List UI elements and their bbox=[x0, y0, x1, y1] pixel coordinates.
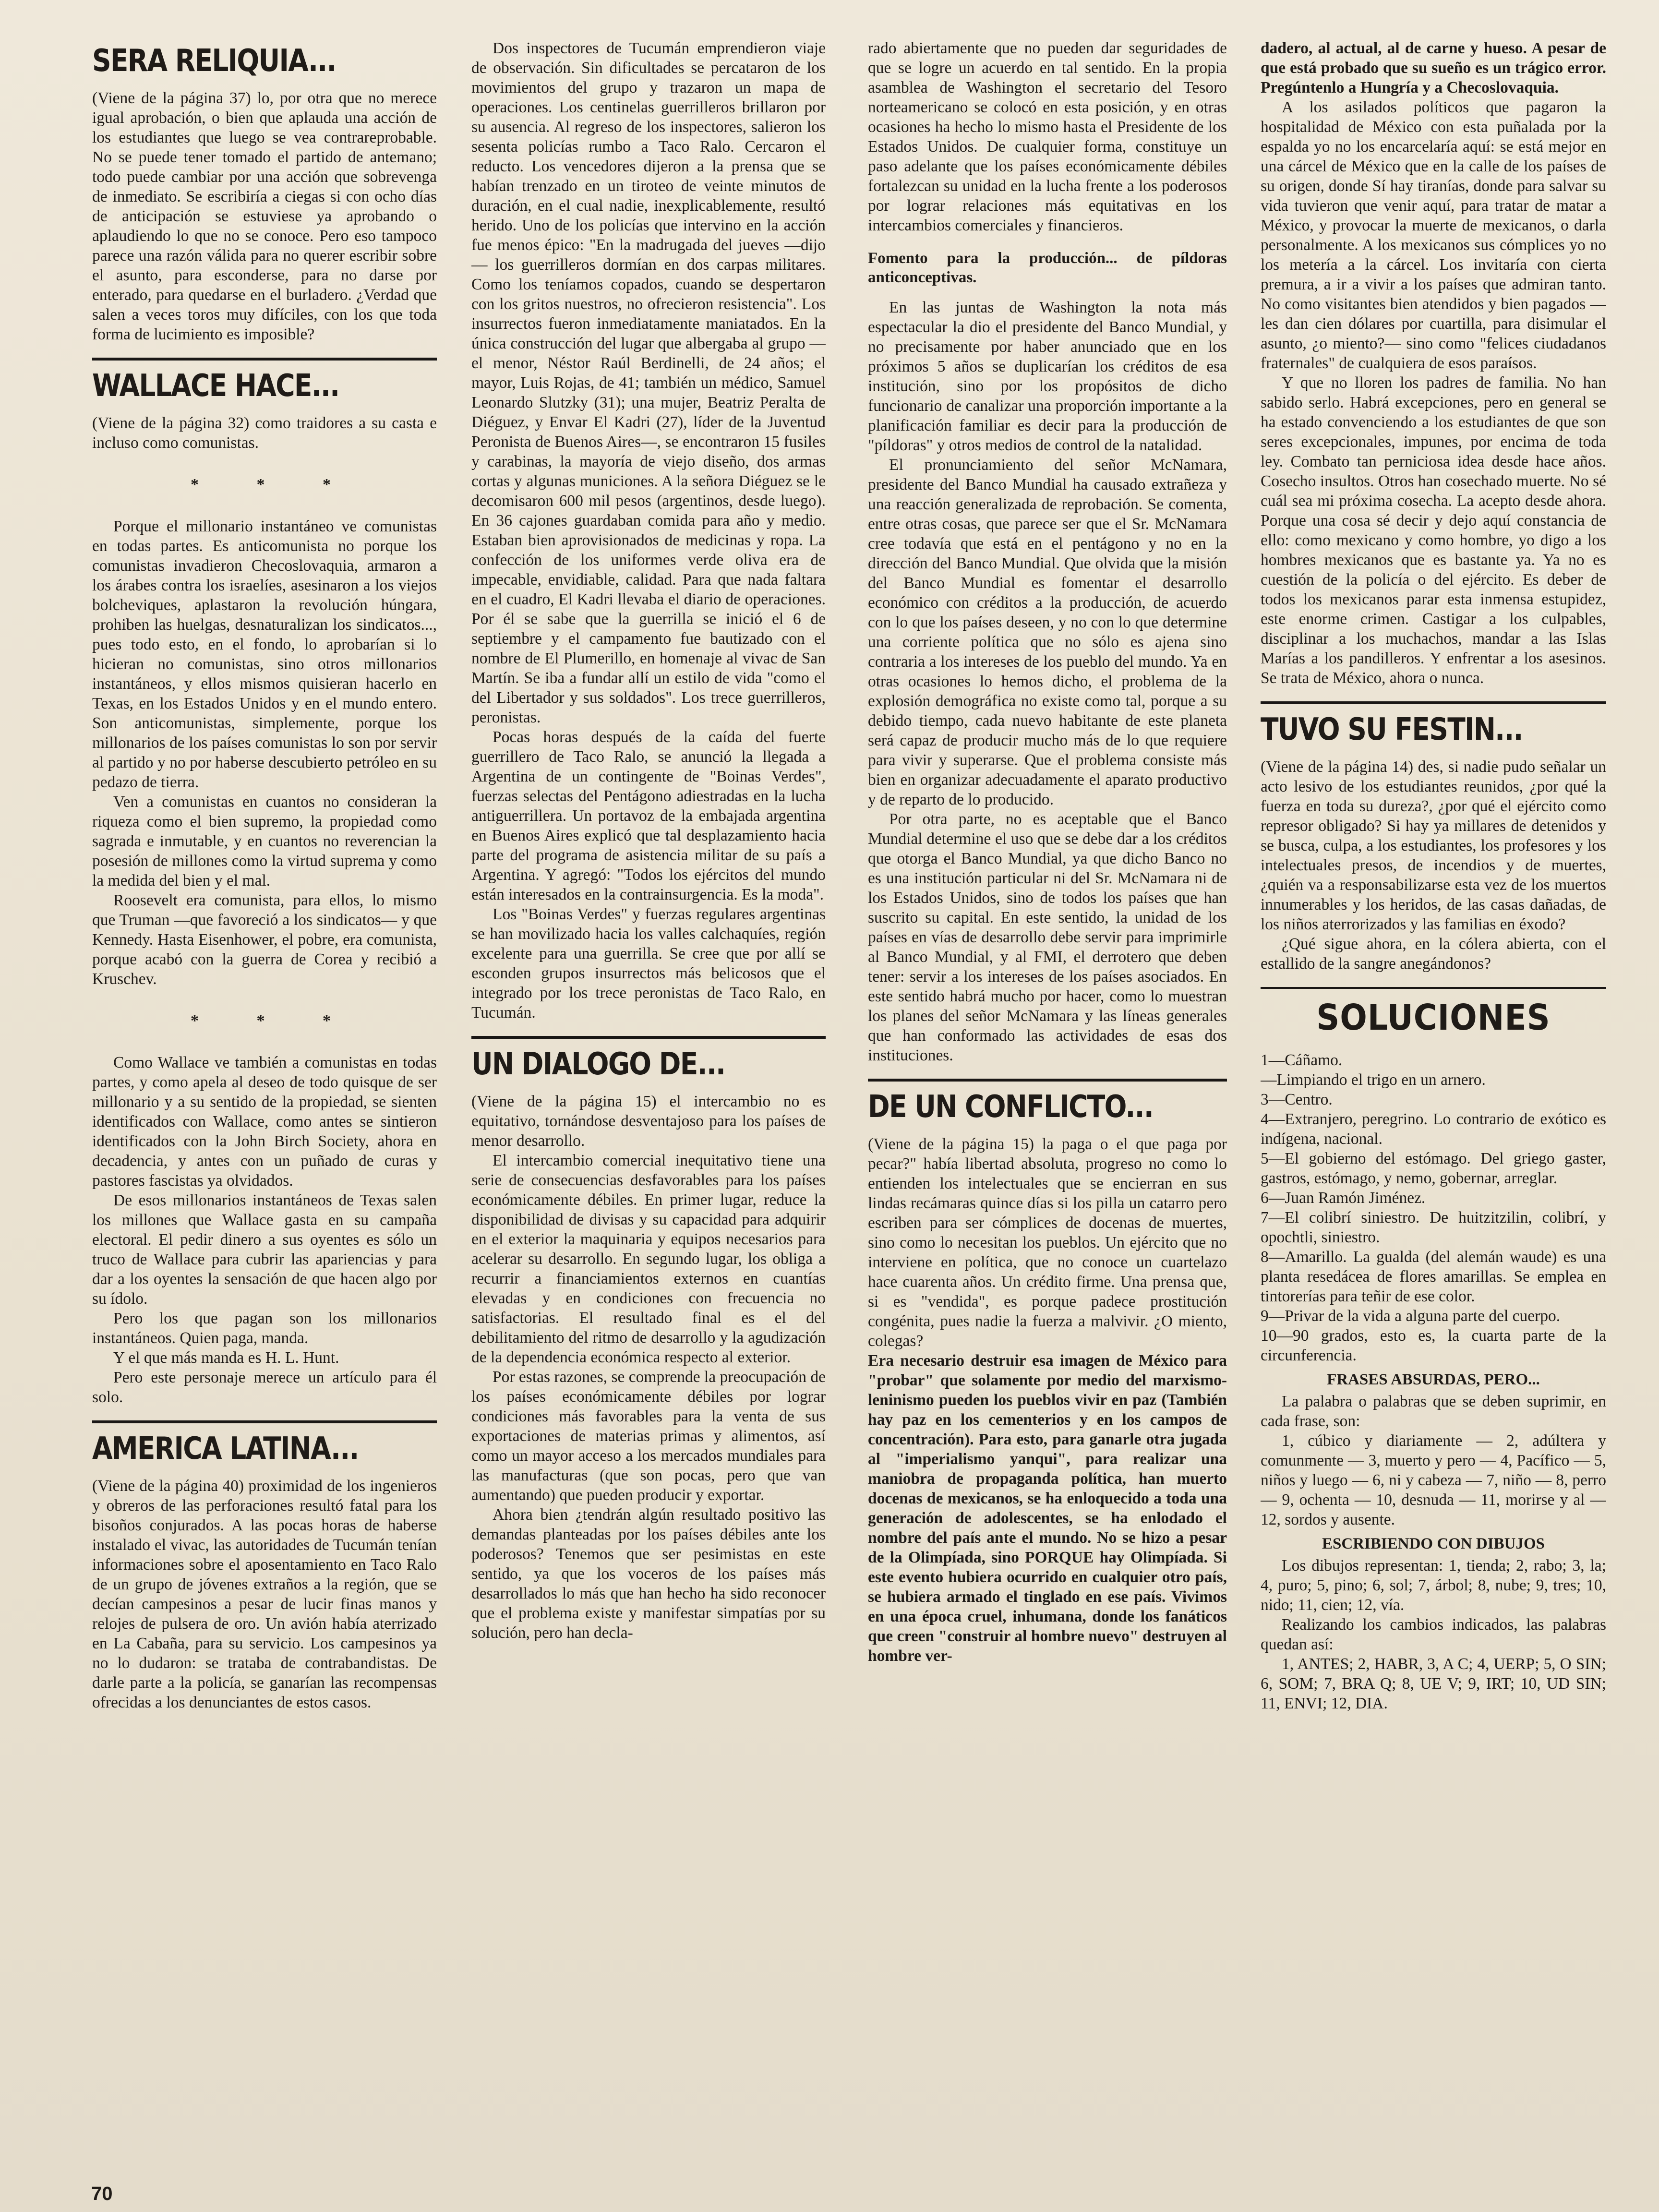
paragraph: (Viene de la página 14) des, si nadie pudo señalar un acto lesivo de los estudiantes reunidos, ¿por qué la fuerza en toda su dureza?, ¿por qué el ejército como represor obligado? Si hay ya millares de detenidos y se busca, culpa, a los estudiantes, los profesores y los intelectuales presos, de incendios y de muertes, ¿quién va a responsabilizarse esta vez de los muertos innumerables y los heridos, de las casas dañadas, de los niños aterrorizados y las familias en éxodo? bbox=[1261, 758, 1606, 933]
page-number: 70 bbox=[91, 2183, 113, 2204]
list-item: 3—Centro. bbox=[1261, 1091, 1333, 1108]
paragraph: En las juntas de Washington la nota más espectacular la dio el presidente del Banco Mundial, y no precisamente por haber anunciado que en los próximos 5 años se duplicarían los créditos de esa institución, sino por los propósitos de dicho funcionario de canalizar una proporción importante a la planificación familiar es decir para la producción de "píldoras" y otros medios de control de la natalidad. bbox=[868, 299, 1227, 454]
divider bbox=[868, 1079, 1227, 1082]
heading-de-un-conflicto: DE UN CONFLICTO... bbox=[868, 1089, 1154, 1125]
paragraph: rado abiertamente que no pueden dar seguridades de que se logre un acuerdo en tal sentido. En la propia asamblea de Washington el secretario del Tesoro norteamericano se colocó en esta posición, y en otras ocasiones ha hecho lo mismo hasta el Presidente de los Estados Unidos. De cualquier forma, constituye un paso adelante que los países económicamente débiles fortalezcan su unidad en la lucha frente a los poderosos por lograr relaciones más equitativas en los intercambios comerciales y financieros. bbox=[868, 39, 1227, 234]
list-item: 8—Amarillo. La gualda (del alemán waude) es una planta resedácea de flores amarillas. Se emplea en tintorerías para teñir de ese color. bbox=[1261, 1248, 1606, 1305]
divider bbox=[1261, 987, 1606, 989]
paragraph: Por otra parte, no es aceptable que el Banco Mundial determine el uso que se debe dar a los créditos que otorga el Banco Mundial, ya que dicho Banco no es una institución particular ni del Sr. McNamara ni de los Estados Unidos, sino de todos los países que han suscrito su capital. En este sentido, la unidad de los países en vías de desarrollo debe servir para imprimirle al Banco Mundial, y al FMI, el derrotero que deben tener: servir a los intereses de los países asociados. En este sentido habrá mucho por hacer, como lo muestran los planes del señor McNamara y las líneas generales que han conformado las actividades de esas dos instituciones. bbox=[868, 810, 1227, 1064]
paragraph: Dos inspectores de Tucumán emprendieron viaje de observación. Sin dificultades se percataron de los movimientos del grupo y trazaron un mapa de operaciones. Los centinelas guerrilleros brillaron por su ausencia. Al regreso de los inspectores, salieron los sesenta policías rumbo a Taco Ralo. Cercaron el reducto. Los vencedores dijeron a la prensa que se habían trenzado en un tiroteo de veinte minutos de duración, en el cual nadie, inexplicablemente, resultó herido. Uno de los policías que intervino en la acción fue menos épico: "En la madrugada del jueves —dijo— los guerrilleros dormían en dos carpas militares. Como los teníamos copados, cuando se despertaron con los gritos nuestros, no ofrecieron resistencia". Los insurrectos fueron inmediatamente maniatados. En la única construcción del lugar que albergaba al grupo —el menor, Néstor Raúl Berdinelli, de 24 años; el mayor, Luis Rojas, de 41; también un médico, Samuel Leonardo Slutzky (31); una mujer, Beatriz Peralta de Diéguez, y Envar El Kadri (27), líder de la Juventud Peronista de Buenos Aires—, se encontraron 15 fusiles y carabinas, la mayoría de viejo diseño, dos armas cortas y algunas municiones. A la señora Diéguez se le decomisaron 600 mil pesos (argentinos, desde luego). En 36 cajones guardaban comida para año y medio. Estaban bien aprovisionados de medicinas y ropa. La confección de los uniformes verde oliva era de impecable, envidiable, calidad. Para que nada faltara en el cuadro, El Kadri llevaba el diario de operaciones. Por él se sabe que la guerrilla se inició el 6 de septiembre y el campamento fue bautizado con el nombre de El Plumerillo, en homenaje al vivac de San Martín. Se iba a fundar allí un estilo de vida "como el del Libertador y sus soldados". Los trece guerrilleros, peronistas. bbox=[471, 39, 826, 726]
paragraph: (Viene de la página 15) la paga o el que paga por pecar?" había libertad absoluta, progreso no como lo entienden los intelectuales que se encierran en sus lindas recámaras quince días si los pilla un catarro pero escriben para ser cómplices de docenas de muertes, sino como lo necesitan los pueblos. Un ejército que no interviene en política, que no conoce un cuartelazo hace cuarenta años. Un crédito firme. Una prensa que, si es "vendida", es porque padece prostitución congénita, pues nadie la fuerza a malvivir. ¿O miento, colegas? bbox=[868, 1135, 1227, 1350]
paragraph: (Viene de la página 40) proximidad de los ingenieros y obreros de las perforaciones resultó fatal para los bisoños conjurados. A las pocas horas de haberse instalado el vivac, las autoridades de Tucumán tenían informaciones sobre el aposentamiento en Taco Ralo de un grupo de jóvenes extraños a la región, que se decían campesinos a pesar de lucir finas manos y relojes de pulsera de oro. Un avión había aterrizado en La Cabaña, para su servicio. Los campesinos ya no lo dudaron: se trataba de contrabandistas. De darle parte a la policía, se ganarían las recompensas ofrecidas a los denunciantes de estos casos. bbox=[92, 1477, 437, 1711]
paragraph: Pocas horas después de la caída del fuerte guerrillero de Taco Ralo, se anunció la llegada a Argentina de un contingente de "Boinas Verdes", fuerzas selectas del Pentágono adiestradas en la lucha antiguerrillera. Un portavoz de la embajada argentina en Buenos Aires explicó que tal desplazamiento hacia parte del programa de asistencia militar de su país a Argentina. Y agregó: "Todos los ejércitos del mundo están interesados en la contrainsurgencia. Es la moda". bbox=[471, 728, 826, 903]
paragraph: Y que no lloren los padres de familia. No han sabido serlo. Habrá excepciones, pero en general se ha estado convenciendo a los estudiantes de que son seres excepcionales, impunes, por encima de toda ley. Combato tan perniciosa idea desde hace años. Cosecho insultos. Otros han cosechado muerte. No sé cuál sea mi próxima cosecha. La acepto desde ahora. Porque una cosa sé decir y dejo aquí constancia de ello: como mexicano y como hombre, yo digo a los hombres mexicanos que es bastante ya. Ya no es cuestión de la policía o del ejército. Es deber de todos los mexicanos parar esta inmensa estupidez, este enorme crimen. Castigar a los culpables, disciplinar a los muchachos, mandar a las Islas Marías a los pandilleros. Y enfrentar a los asesinos. Se trata de México, ahora o nunca. bbox=[1261, 374, 1606, 687]
paragraph: (Viene de la página 15) el intercambio no es equitativo, tornándose desventajoso para los países de menor desarrollo. bbox=[471, 1093, 826, 1150]
paragraph: Pero este personaje merece un artículo para él solo. bbox=[92, 1369, 437, 1406]
list-item: 4—Extranjero, peregrino. Lo contrario de exótico es indígena, nacional. bbox=[1261, 1110, 1606, 1148]
divider bbox=[471, 1036, 826, 1039]
divider bbox=[1261, 701, 1606, 704]
list-item: 5—El gobierno del estómago. Del griego gaster, gastros, estómago, y nemo, gobernar, arreglar. bbox=[1261, 1150, 1606, 1187]
paragraph: (Viene de la página 37) lo, por otra que no merece igual aprobación, o bien que aplauda una acción de los estudiantes que luego se vea contrareprobable. No se puede tener tomado el partido de antemano; todo puede cambiar por una acción que sobrevenga de inmediato. Se escribiría a ciegas si con ocho días de anticipación se estuviese ya aprobando o aplaudiendo lo que no se conoce. Pero eso tampoco parece una razón válida para no querer escribir sobre el asunto, para esconderse, para no darse por enterado, para quedarse en el burladero. ¿Verdad que salen a veces toros muy difíciles, con los que toda forma de lucimiento es imposible? bbox=[92, 89, 437, 343]
paragraph: Los dibujos representan: 1, tienda; 2, rabo; 3, la; 4, puro; 5, pino; 6, sol; 7, árbol; 8, nube; 9, tres; 10, nido; 11, cien; 12, vía. bbox=[1261, 1557, 1606, 1614]
paragraph: De esos millonarios instantáneos de Texas salen los millones que Wallace gasta en su campaña electoral. El pedir dinero a sus oyentes es sólo un truco de Wallace para cubrir las apariencias y para dar a los oyentes la sensación de que hacen algo por su ídolo. bbox=[92, 1191, 437, 1308]
paragraph: Realizando los cambios indicados, las palabras quedan así: bbox=[1261, 1616, 1606, 1653]
column-4 bbox=[1261, 38, 1606, 2184]
paragraph: Pero los que pagan son los millonarios instantáneos. Quien paga, manda. bbox=[92, 1310, 437, 1347]
column-3 bbox=[868, 38, 1227, 2184]
subheading-frases-absurdas: FRASES ABSURDAS, PERO... bbox=[1327, 1371, 1540, 1388]
paragraph-bold: Era necesario destruir esa imagen de México para "probar" que solamente por medio del marxismo-leninismo pueden los pueblos vivir en paz (También hay paz en los cementerios y en los campos de concentración). Para esto, para ganarle otra jugada al "imperialismo yanqui", para realizar una maniobra de propaganda política, han muerto docenas de mexicanos, se ha enloquecido a toda una generación de adolescentes, se ha enlodado el nombre del país ante el mundo. No se hizo a pesar de la Olimpíada, sino PORQUE hay Olimpíada. Si este evento hubiera ocurrido en cualquier otro país, se hubiera armado el tinglado en ese país. Vivimos en una época cruel, inhumana, donde los fanáticos que creen "construir al hombre nuevo" destruyen al hombre ver- bbox=[868, 1352, 1227, 1665]
section-stars: * * * bbox=[191, 1012, 358, 1030]
heading-un-dialogo-de: UN DIALOGO DE... bbox=[471, 1046, 725, 1082]
paragraph: Ahora bien ¿tendrán algún resultado positivo las demandas planteadas por los países débiles ante los poderosos? Tenemos que ser pesimistas en este sentido, ya que los voceros de los países más desarrollados lo más que han hecho ha sido reconocer que el problema existe y manifestar simpatías por su solución, pero han decla- bbox=[471, 1506, 826, 1642]
heading-tuvo-su-festin: TUVO SU FESTIN... bbox=[1261, 712, 1523, 747]
list-item: 9—Privar de la vida a alguna parte del cuerpo. bbox=[1261, 1307, 1561, 1325]
paragraph: (Viene de la página 32) como traidores a su casta e incluso como comunistas. bbox=[92, 414, 437, 452]
paragraph: La palabra o palabras que se deben suprimir, en cada frase, son: bbox=[1261, 1393, 1606, 1430]
section-stars: * * * bbox=[191, 476, 358, 493]
paragraph: 1, cúbico y diariamente — 2, adúltera y comunmente — 3, muerto y pero — 4, Pacífico — 5, niños y luego — 6, ni y cabeza — 7, niño — 8, perro — 9, ochenta — 10, desnuda — 11, morirse y al — 12, sordos y ausente. bbox=[1261, 1432, 1606, 1528]
paragraph-bold: dadero, al actual, al de carne y hueso. A pesar de que está probado que su sueño es un trágico error. Pregúntenlo a Hungría y a Checoslovaquia. bbox=[1261, 39, 1606, 96]
column-1 bbox=[92, 38, 437, 2184]
paragraph: Ven a comunistas en cuantos no consideran la riqueza como el bien supremo, la propiedad como sagrada e inmutable, y en cuantos no reverencian la posesión de millones como la virtud suprema y como la medida del bien y el mal. bbox=[92, 793, 437, 890]
list-item: —Limpiando el trigo en un arnero. bbox=[1261, 1071, 1486, 1089]
paragraph: ¿Qué sigue ahora, en la cólera abierta, con el estallido de la sangre anegándonos? bbox=[1261, 935, 1606, 973]
list-item: 6—Juan Ramón Jiménez. bbox=[1261, 1189, 1426, 1207]
subheading-fomento: Fomento para la producción... de píldoras anticonceptivas. bbox=[868, 250, 1227, 286]
heading-sera-reliquia: SERA RELIQUIA... bbox=[92, 43, 336, 79]
paragraph: 1, ANTES; 2, HABR, 3, A C; 4, UERP; 5, O SIN; 6, SOM; 7, BRA Q; 8, UE V; 9, IRT; 10, UD SIN; 11, ENVI; 12, DIA. bbox=[1261, 1655, 1606, 1712]
list-item: 1—Cáñamo. bbox=[1261, 1051, 1343, 1069]
paragraph: Roosevelt era comunista, para ellos, lo mismo que Truman —que favoreció a los sindicatos— y que Kennedy. Hasta Eisenhower, el pobre, era comunista, porque acabó con la guerra de Corea y recibió a Kruschev. bbox=[92, 891, 437, 988]
solutions-list bbox=[1261, 1050, 1606, 1365]
list-item: 10—90 grados, esto es, la cuarta parte de la circunferencia. bbox=[1261, 1327, 1606, 1364]
column-2 bbox=[471, 38, 826, 2184]
paragraph: Por estas razones, se comprende la preocupación de los países económicamente débiles por lograr condiciones más favorables para la venta de sus exportaciones de materias primas y alimentos, así como un mayor acceso a los mercados mundiales para las manufacturas (que son pocas, pero que van aumentando) que pueden producir y exportar. bbox=[471, 1368, 826, 1504]
paragraph: A los asilados políticos que pagaron la hospitalidad de México con esta puñalada por la espalda yo no los encarcelaría aquí: se está mejor en una cárcel de México que en la calle de los países de su origen, donde Sí hay tiranías, donde para salvar su vida tuvieron que venir aquí, para tratar de matar a México, y provocar la muerte de mexicanos, o darla personalmente. A los mexicanos sus cómplices yo no los metería a la cárcel. Los invitaría con cierta premura, a ir a vivir a los países que admiran tanto. No como visitantes bien atendidos y bien pagados —les dan cien dólares por cuartilla, para disimular el asunto, ¿o miento?— sino como "felices ciudadanos fraternales" de cualquiera de esos paraísos. bbox=[1261, 98, 1606, 372]
heading-soluciones: SOLUCIONES bbox=[1316, 997, 1551, 1038]
heading-america-latina: AMERICA LATINA... bbox=[92, 1431, 359, 1467]
paragraph: El pronunciamiento del señor McNamara, presidente del Banco Mundial ha causado extrañeza y una reacción generalizada de reprobación. Se comenta, entre otras cosas, que parece ser que el Sr. McNamara cree todavía que está en el pentágono y no en la dirección del Banco Mundial. Que olvida que la misión del Banco Mundial es fomentar el desarrollo económico con créditos a la producción, de acuerdo con lo que los países deseen, y no con lo que determine una corriente política que no sólo es ajena sino contraria a los intereses de los pueblo del mundo. Ya en otras ocasiones lo hemos dicho, el problema de la explosión demográfica no existe como tal, porque a su debido tiempo, cada nuevo habitante de este planeta será capaz de producir mucho más de lo que requiere para vivir y superarse. Que el problema consiste más bien en organizar adecuadamente el aparato productivo y de reparto de lo producido. bbox=[868, 456, 1227, 808]
divider bbox=[92, 1420, 437, 1423]
paragraph: Porque el millonario instantáneo ve comunistas en todas partes. Es anticomunista no porque los comunistas invadieron Checoslovaquia, armaron a los árabes contra los israelíes, asesinaron a los viejos bolcheviques, aplastaron la revolución húngara, prohiben las huelgas, desnaturalizan los sindicatos..., pues todo esto, en el fondo, lo aprobarían si lo hicieran no comunistas, sino otros millonarios instantáneos, y ellos mismos quisieran hacerlo en Texas, en los Estados Unidos y en el mundo entero. Son anticomunistas, simplemente, porque los millonarios de los países comunistas lo son por servir al partido y no por haberse descubierto petróleo en su pedazo de tierra. bbox=[92, 517, 437, 791]
heading-wallace-hace: WALLACE HACE... bbox=[92, 368, 339, 404]
paragraph: Y el que más manda es H. L. Hunt. bbox=[113, 1349, 339, 1367]
paragraph: El intercambio comercial inequitativo tiene una serie de consecuencias desfavorables para los países económicamente débiles. En primer lugar, reduce la disponibilidad de divisas y su capacidad para adquirir en el exterior la maquinaria y equipos necesarios para acelerar su desarrollo. En segundo lugar, los obliga a recurrir a financiamientos externos en cuantías elevadas y en condiciones con frecuencia no satisfactorias. El resultado final es el del debilitamiento del ritmo de desarrollo y la agudización de la dependencia económica respecto al exterior. bbox=[471, 1152, 826, 1366]
paragraph: Como Wallace ve también a comunistas en todas partes, y como apela al deseo de todo quisque de ser millonario y a su sentido de la propiedad, se sienten identificados con Wallace, como antes se sintieron identificados con la John Birch Society, ahora en decadencia, y antes con un puñado de curas y pastores fascistas ya olvidados. bbox=[92, 1054, 437, 1190]
divider bbox=[92, 358, 437, 361]
list-item: 7—El colibrí siniestro. De huitzitzilin, colibrí, y opochtli, siniestro. bbox=[1261, 1209, 1606, 1246]
subheading-escribiendo-con-dibujos: ESCRIBIENDO CON DIBUJOS bbox=[1322, 1535, 1545, 1552]
paragraph: Los "Boinas Verdes" y fuerzas regulares argentinas se han movilizado hacia los valles calchaquíes, región excelente para una guerrilla. Se cree que por allí se esconden grupos insurrectos más belicosos que el integrado por los trece peronistas de Taco Ralo, en Tucumán. bbox=[471, 905, 826, 1022]
